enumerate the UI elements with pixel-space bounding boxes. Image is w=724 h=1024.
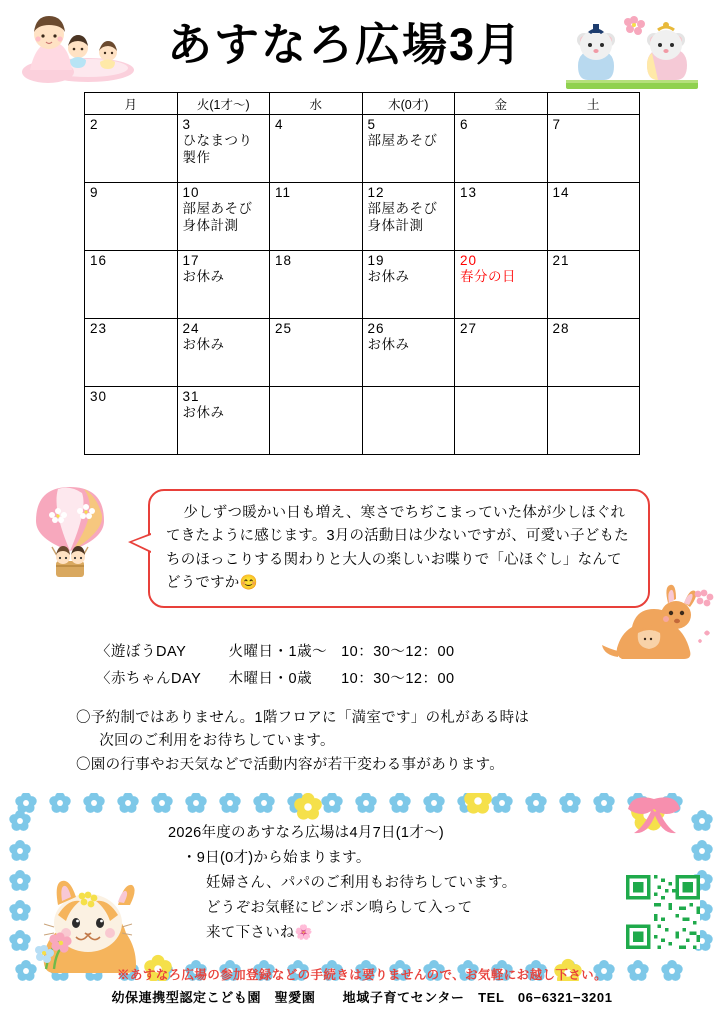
page-header (0, 0, 724, 92)
page-title: あすなろ広場3月 (166, 19, 524, 70)
day-number: 5 (367, 117, 377, 132)
day-number: 31 (182, 389, 200, 404)
weekday-header: 火(1才〜) (177, 93, 270, 115)
notes-list (0, 707, 724, 777)
message-section (0, 477, 724, 627)
footer-organization: 幼保連携型認定こども園 聖愛園 地域子育てセンター TEL 06−6321−3201 (111, 990, 613, 1005)
weekday-header: 水 (270, 93, 363, 115)
day-event: 部屋あそび (182, 201, 253, 217)
calendar-day-cell (455, 183, 548, 251)
calendar-day-cell (177, 319, 270, 387)
note-main: 〇予約制ではありません。1階フロアに「満室です」の札がある時は (76, 709, 530, 726)
calendar-day-cell (177, 183, 270, 251)
day-info-time: 10：30〜12：00 (341, 644, 455, 660)
mother-and-babies-illustration (16, 12, 138, 84)
calendar-day-cell (455, 387, 548, 455)
day-info-label: 〈赤ちゃんDAY (96, 670, 202, 687)
bottom-message (168, 821, 517, 946)
bottom-line: 来て下さいね🌸 (206, 924, 314, 941)
day-number: 6 (460, 117, 469, 132)
day-number: 21 (552, 253, 570, 268)
weekday-header: 木(0才) (362, 93, 455, 115)
calendar-day-cell (85, 183, 178, 251)
calendar-day-cell (270, 183, 363, 251)
day-number: 14 (552, 185, 570, 200)
calendar-day-cell (177, 115, 270, 183)
day-event: 部屋あそび (367, 133, 438, 149)
calendar-week-row (85, 319, 640, 387)
calendar-day-cell (85, 387, 178, 455)
calendar-day-cell (270, 319, 363, 387)
day-number: 24 (182, 321, 200, 336)
day-number: 12 (367, 185, 385, 200)
day-event: 部屋あそび (367, 201, 438, 217)
note-item (76, 754, 724, 777)
day-number: 11 (275, 185, 292, 200)
day-event: 製作 (182, 149, 211, 165)
calendar-header-row (85, 93, 640, 115)
day-number: 13 (460, 185, 478, 200)
calendar-day-cell (85, 115, 178, 183)
calendar-day-cell (270, 115, 363, 183)
kangaroo-with-baby-illustration (598, 581, 718, 669)
calendar-day-cell (362, 251, 455, 319)
calendar-week-row (85, 251, 640, 319)
day-info-label: 〈遊ぼうDAY (96, 644, 187, 660)
calendar-day-cell (177, 387, 270, 455)
note-item (76, 707, 724, 754)
day-event: お休み (367, 337, 410, 353)
day-event: お休み (182, 337, 225, 353)
calendar-day-cell (455, 115, 548, 183)
day-number: 3 (182, 117, 192, 132)
weekday-header: 月 (85, 93, 178, 115)
page-footer (0, 965, 724, 1006)
calendar-day-cell (362, 387, 455, 455)
message-text: 少しずつ暖かい日も増え、寒さでちぢこまっていた体が少しほぐれてきたように感じます。3月の活動日は少ないですが、可愛い子どもたちのほっこりする関わりと大人の楽しいお喋りで「心ほぐし」なんてどうですか😊 (166, 505, 629, 592)
calendar-day-cell (455, 319, 548, 387)
day-number: 7 (552, 117, 562, 132)
bottom-line: 妊婦さん、パパのご利用もお待ちしています。 (206, 874, 517, 891)
day-event: お休み (182, 405, 225, 421)
calendar-week-row (85, 387, 640, 455)
bottom-line: 2026年度のあすなろ広場は4月7日(1才〜) (168, 825, 445, 842)
bottom-line: ・9日(0才)から始まります。 (182, 850, 371, 867)
day-number: 9 (90, 185, 99, 200)
bottom-line: どうぞお気軽にピンポン鳴らして入って (206, 899, 473, 916)
day-number: 18 (275, 253, 293, 268)
calendar-day-cell (177, 251, 270, 319)
day-number: 16 (90, 253, 108, 268)
day-number: 19 (367, 253, 385, 268)
note-sub: 次回のご利用をお待ちしています。 (99, 733, 335, 750)
calendar-week-row (85, 183, 640, 251)
calendar-day-cell (270, 251, 363, 319)
day-number: 17 (182, 253, 200, 268)
day-event: 春分の日 (460, 269, 516, 285)
day-info-row (96, 666, 724, 693)
day-number: 30 (90, 389, 108, 404)
weekday-header: 金 (455, 93, 548, 115)
cat-with-flowers-illustration (24, 865, 162, 977)
hinamatsuri-mice-dolls-illustration (562, 10, 702, 92)
hot-air-balloon-with-babies-illustration (18, 481, 138, 589)
calendar-day-cell (547, 319, 640, 387)
day-event: 身体計測 (182, 217, 239, 233)
day-number: 26 (367, 321, 385, 336)
calendar-day-cell (85, 251, 178, 319)
calendar-day-cell (362, 115, 455, 183)
day-info-time: 10：30〜12：00 (341, 670, 455, 687)
note-main: 〇園の行事やお天気などで活動内容が若干変わる事があります。 (76, 756, 505, 773)
day-info-detail: 木曜日・0歳 (228, 670, 313, 687)
day-number: 25 (275, 321, 293, 336)
day-info-detail: 火曜日・1歳〜 (228, 644, 328, 660)
calendar-day-cell (547, 387, 640, 455)
day-number: 4 (275, 117, 284, 132)
calendar-body (85, 115, 640, 455)
day-number: 28 (552, 321, 570, 336)
day-event: 身体計測 (367, 217, 424, 233)
day-event: お休み (367, 269, 410, 285)
calendar-day-cell (547, 251, 640, 319)
day-event: お休み (182, 269, 225, 285)
day-number: 23 (90, 321, 108, 336)
calendar-day-cell (270, 387, 363, 455)
day-event: ひなまつり (182, 133, 253, 149)
calendar-day-cell (547, 183, 640, 251)
calendar-day-cell (85, 319, 178, 387)
calendar-day-cell (455, 251, 548, 319)
calendar-section (0, 92, 724, 455)
day-number: 10 (182, 185, 200, 200)
calendar-table (84, 92, 640, 455)
calendar-week-row (85, 115, 640, 183)
qr-code (626, 875, 700, 949)
day-number: 20 (460, 253, 478, 268)
weekday-header: 土 (547, 93, 640, 115)
calendar-day-cell (362, 183, 455, 251)
calendar-day-cell (362, 319, 455, 387)
day-number: 2 (90, 117, 99, 132)
day-number: 27 (460, 321, 478, 336)
calendar-day-cell (547, 115, 640, 183)
message-balloon (148, 489, 650, 608)
footer-note: ※あすなろ広場の参加登録などの手続きは要りませんので、お気軽にお越し下さい。 (117, 968, 607, 982)
